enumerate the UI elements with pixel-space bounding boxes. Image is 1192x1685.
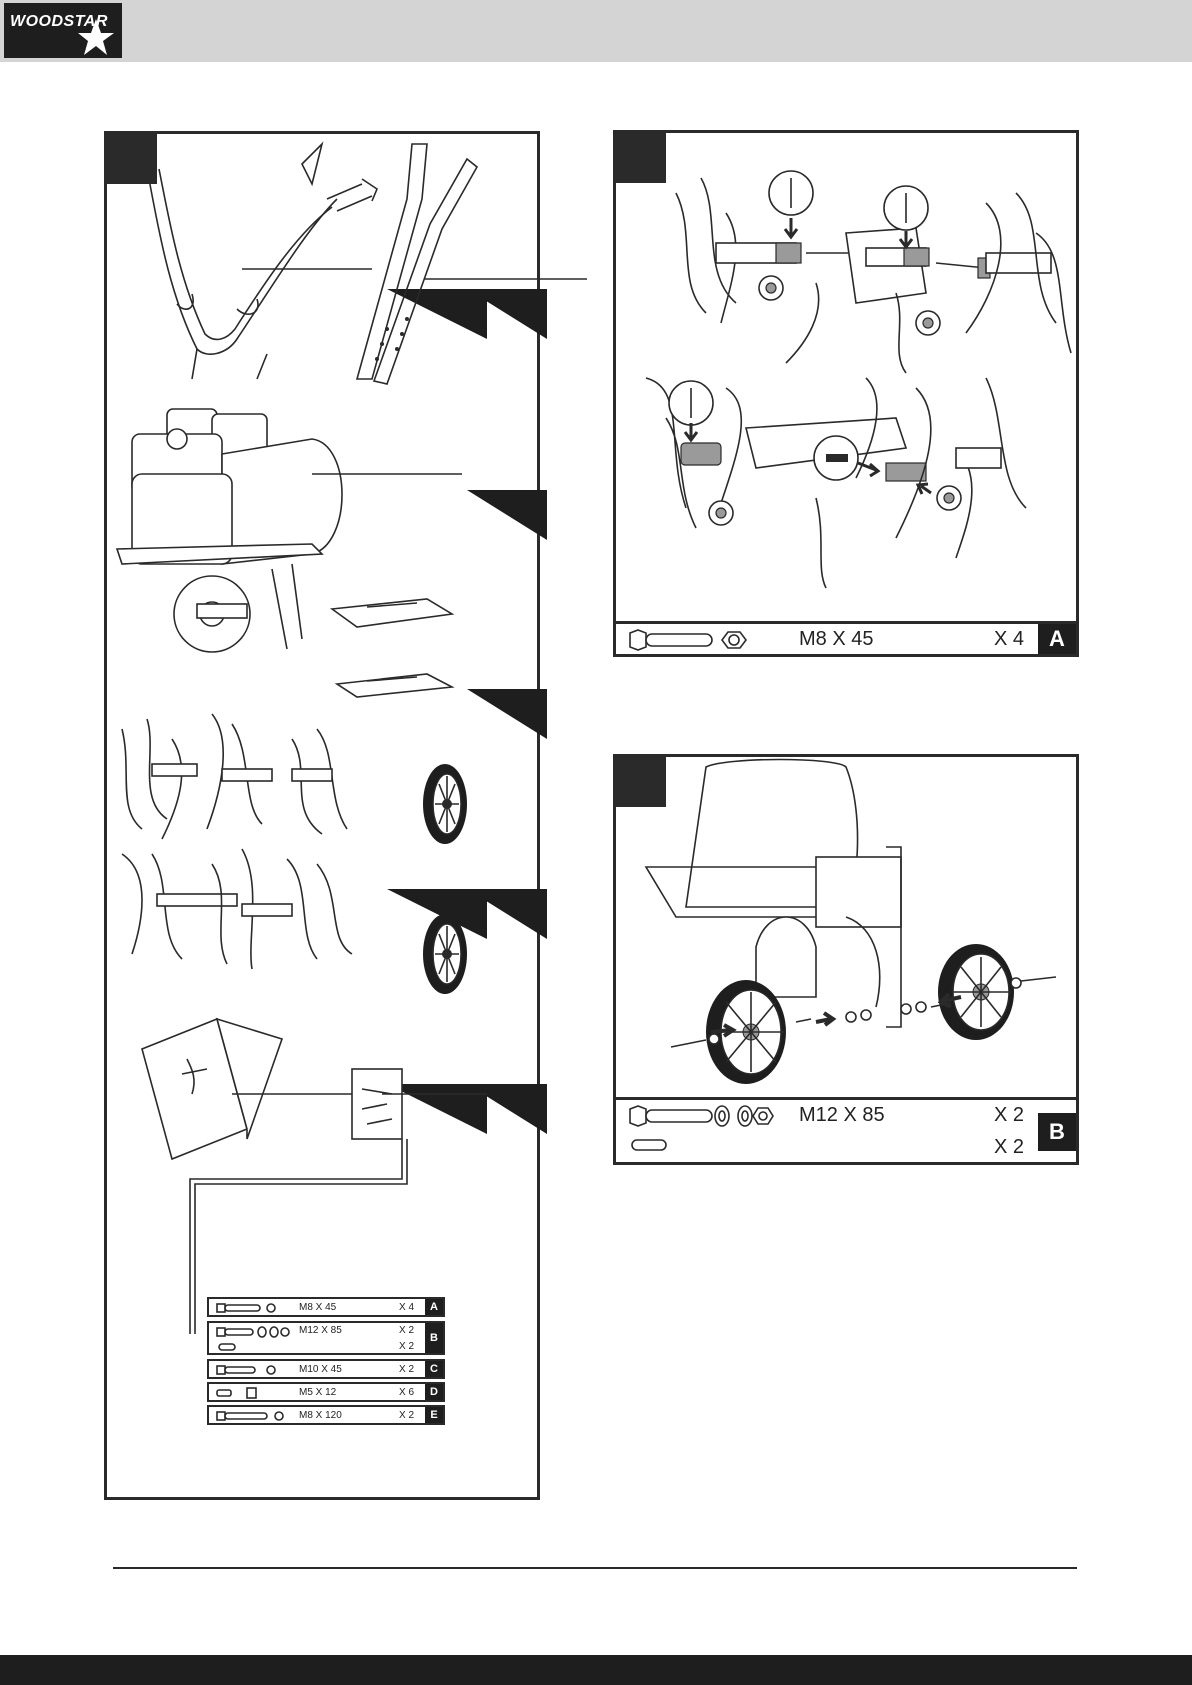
step-b-qty: X 2 [994, 1104, 1025, 1126]
parts-row-a-size: M8 X 45 [299, 1302, 337, 1313]
bolt-icon [630, 630, 750, 650]
footer-rule [113, 1567, 1077, 1569]
wheel-illustration [417, 764, 477, 1004]
lower-handle-illustration [352, 139, 482, 389]
side-shield-illustration [327, 589, 467, 699]
parts-row-e-size: M8 X 120 [299, 1410, 342, 1421]
parts-row-b-qty2: X 2 [399, 1341, 415, 1352]
label-tab-engine [447, 490, 547, 540]
bolt-washer-icon [630, 1106, 800, 1154]
bolt-icon [217, 1303, 277, 1313]
step-number-box [616, 133, 666, 183]
wheel-assembly-panel [613, 754, 1079, 1165]
step-b-letter: B [1038, 1113, 1076, 1151]
footer-bar [0, 1655, 1192, 1685]
screw-icon [217, 1388, 277, 1398]
tine-assembly-upper-illustration [666, 153, 1076, 353]
step-b-qty2: X 2 [994, 1136, 1025, 1158]
parts-row-a-qty: X 4 [399, 1302, 415, 1313]
tine-assembly-lower-illustration [626, 358, 1066, 593]
brand-logo [4, 3, 122, 58]
parts-row-d-size: M5 X 12 [299, 1387, 337, 1398]
parts-row-c-qty: X 2 [399, 1364, 415, 1375]
step-a-hardware-bar [616, 621, 1076, 654]
bolt-washer-icon [217, 1327, 297, 1353]
wheel-assembly-illustration [636, 757, 1066, 1077]
parts-row-b-size: M12 X 85 [299, 1325, 342, 1336]
parts-row-c [207, 1359, 445, 1379]
parts-row-e-qty: X 2 [399, 1410, 415, 1421]
step-a-qty: X 4 [994, 628, 1025, 650]
parts-row-a-letter: A [425, 1299, 443, 1315]
parts-row-c-size: M10 X 45 [299, 1364, 342, 1375]
parts-row-e-letter: E [425, 1407, 443, 1423]
tine-assembly-panel [613, 130, 1079, 657]
step-a-letter: A [1038, 624, 1076, 654]
step-a-size: M8 X 45 [799, 628, 874, 650]
tine-illustration [112, 709, 352, 849]
parts-row-b-letter: B [425, 1323, 443, 1353]
tine-illustration-lower [112, 844, 362, 974]
step-b-size: M12 X 85 [799, 1104, 885, 1126]
page-header [0, 0, 1192, 62]
parts-row-b [207, 1321, 445, 1355]
star-logo-icon [74, 17, 114, 57]
hardware-bag-illustration [347, 1064, 497, 1144]
bolt-icon [217, 1365, 277, 1375]
step-b-hardware-bar [616, 1097, 1076, 1162]
parts-row-a [207, 1297, 445, 1317]
parts-row-d-qty: X 6 [399, 1387, 415, 1398]
parts-row-e [207, 1405, 445, 1425]
handlebar-illustration [137, 139, 387, 379]
parts-row-d [207, 1382, 445, 1402]
manual-illustration [137, 1019, 367, 1159]
parts-row-c-letter: C [425, 1361, 443, 1377]
brand-logo-text: WOODSTAR [10, 13, 108, 30]
parts-row-b-qty: X 2 [399, 1325, 415, 1336]
parts-row-d-letter: D [425, 1384, 443, 1400]
parts-overview-panel [104, 131, 540, 1500]
bolt-icon [217, 1411, 287, 1421]
